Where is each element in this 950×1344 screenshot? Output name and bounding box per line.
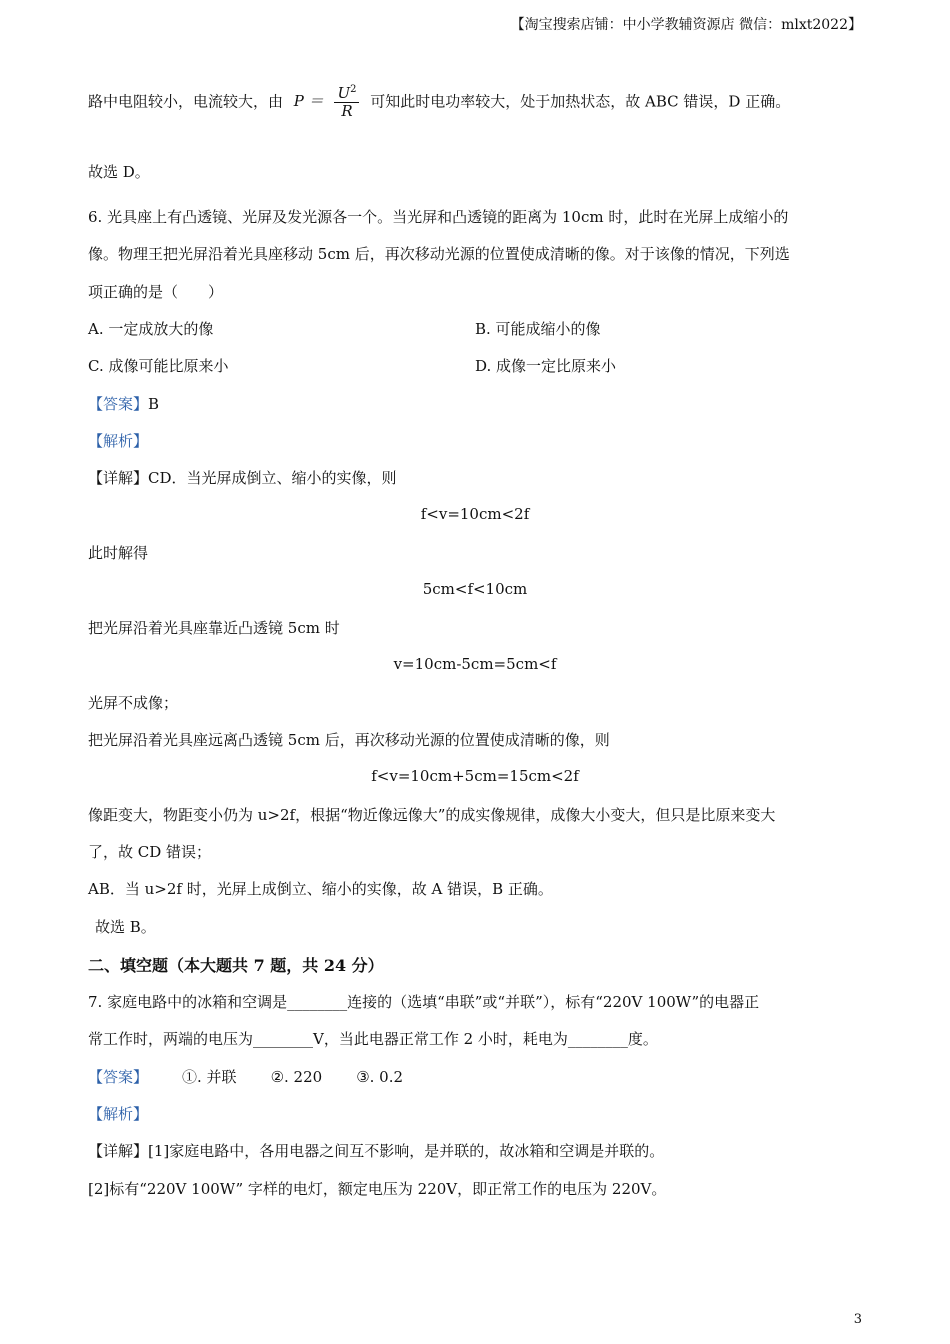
q6-choice-statement: 故选 B。 (95, 918, 156, 936)
q6-detail-text-7: 了，故 CD 错误； (88, 843, 212, 861)
q7-detail-line-1 (88, 1140, 664, 1161)
q6-analysis-tag: 【解析】 (88, 432, 149, 450)
q6-stem-line-1: 6. 光具座上有凸透镜、光屏及发光源各一个。当光屏和凸透镜的距离为 10cm 时，此时在光屏上成缩小的 (88, 208, 789, 226)
q6-detail-text-5: 把光屏沿着光具座远离凸透镜 5cm 后，再次移动光源的位置使成清晰的像，则 (88, 731, 610, 749)
section-heading-fill-in: 二、填空题（本大题共 7 题，共 24 分） (88, 956, 384, 975)
q6-detail-text-2: 此时解得 (88, 544, 149, 562)
q6-detail-text-8: AB．当 u>2f 时，光屏上成倒立、缩小的实像，故 A 错误，B 正确。 (88, 880, 553, 898)
q7-detail-text-1: [1]家庭电路中，各用电器之间互不影响，是并联的，故冰箱和空调是并联的。 (148, 1142, 665, 1160)
q6-detail-tag: 【详解】 (88, 469, 149, 487)
q7-detail-tag: 【详解】 (88, 1142, 149, 1160)
q6-equation-4: f<v=10cm+5cm=15cm<2f (371, 767, 579, 785)
q5-text-after: 可知此时电功率较大，处于加热状态，故 ABC 错误，D 正确。 (370, 92, 791, 111)
q6-equation-1: f<v=10cm<2f (420, 505, 530, 523)
q7-analysis-tag: 【解析】 (88, 1105, 149, 1123)
q6-answer-line (88, 393, 159, 414)
q6-answer-value: B (148, 395, 160, 413)
q6-equation-3: v=10cm-5cm=5cm<f (393, 655, 557, 673)
q6-detail-text-4: 光屏不成像； (88, 694, 179, 712)
page-header: 【淘宝搜索店铺：中小学教辅资源店 微信：mlxt2022】 (510, 17, 862, 33)
formula-lhs: P ＝ (293, 92, 324, 111)
q6-equation-2: 5cm<f<10cm (422, 580, 528, 598)
q6-stem-line-2: 像。物理王把光屏沿着光具座移动 5cm 后，再次移动光源的位置使成清晰的像。对于该像的情况，下列选 (88, 245, 790, 263)
q6-detail-text-6: 像距变大，物距变小仍为 u>2f，根据“物近像远像大”的成实像规律，成像大小变大，但只是比原来变大 (88, 806, 776, 824)
formula-denominator: R (341, 102, 353, 121)
q7-answer-2: ②. 220 (270, 1068, 323, 1086)
q7-stem-line-1: 7. 家庭电路中的冰箱和空调是________连接的（选填“串联”或“并联”），标有“220V 100W”的电器正 (88, 993, 760, 1011)
q6-option-b: B. 可能成缩小的像 (475, 320, 601, 338)
q7-answer-3: ③. 0.2 (356, 1068, 404, 1086)
q7-stem-line-2: 常工作时，两端的电压为________V，当此电器正常工作 2 小时，耗电为________度。 (88, 1030, 658, 1048)
q6-detail-line-1 (88, 467, 397, 488)
q7-detail-text-2: [2]标有“220V 100W” 字样的电灯，额定电压为 220V，即正常工作的电压为 220V。 (88, 1180, 667, 1198)
q5-conclusion-line (88, 84, 790, 121)
formula-exponent: 2 (350, 84, 357, 95)
page-number: 3 (853, 1312, 862, 1327)
q6-option-a: A. 一定成放大的像 (88, 320, 214, 338)
q6-stem-line-3: 项正确的是（ ） (88, 283, 224, 301)
q7-answer-tag: 【答案】 (88, 1068, 149, 1086)
q6-answer-tag: 【答案】 (88, 395, 149, 413)
q6-option-c: C. 成像可能比原来小 (88, 357, 229, 375)
q6-option-d: D. 成像一定比原来小 (475, 357, 617, 375)
q6-detail-text-1: CD．当光屏成倒立、缩小的实像，则 (148, 469, 397, 487)
q7-answer-line (88, 1066, 403, 1087)
q5-choice-statement: 故选 D。 (88, 163, 150, 181)
q5-text-before: 路中电阻较小，电流较大，由 (88, 92, 284, 111)
q7-answer-1: ①. 并联 (182, 1068, 237, 1086)
power-formula-fraction (334, 84, 359, 121)
formula-numerator: U (337, 84, 351, 102)
q6-detail-text-3: 把光屏沿着光具座靠近凸透镜 5cm 时 (88, 619, 340, 637)
